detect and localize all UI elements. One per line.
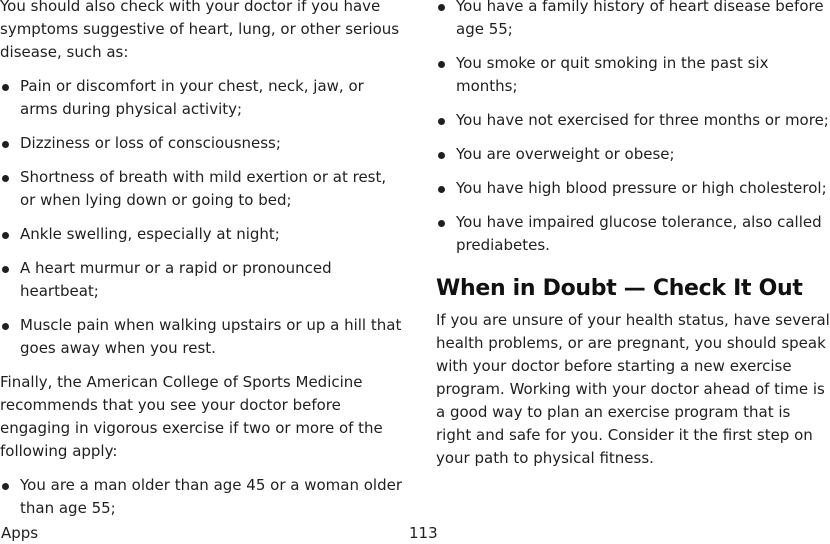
risk-factor-list-continued bbox=[436, 0, 830, 257]
list-item-text: You have high blood pressure or high cholesterol; bbox=[456, 179, 827, 197]
bullet-icon bbox=[438, 61, 445, 68]
list-item bbox=[0, 132, 402, 155]
list-item-text: Pain or discomfort in your chest, neck, jaw, or arms during physical activity; bbox=[20, 77, 364, 118]
intro-paragraph: You should also check with your doctor if you have symptoms suggestive of heart, lung, or other serious disease, such as: bbox=[0, 0, 400, 61]
bullet-icon bbox=[2, 175, 9, 182]
list-item-text: You are a man older than age 45 or a woman older than age 55; bbox=[20, 476, 402, 517]
list-item bbox=[436, 211, 830, 257]
list-item bbox=[436, 177, 830, 200]
acsm-paragraph: Finally, the American College of Sports Medicine recommends that you see your doctor before engaging in vigorous exercise if two or more of the following apply: bbox=[0, 373, 383, 460]
list-item bbox=[436, 52, 830, 98]
bullet-icon bbox=[2, 323, 9, 330]
list-item-text: Ankle swelling, especially at night; bbox=[20, 225, 280, 243]
list-item-text: You have a family history of heart disease before age 55; bbox=[456, 0, 824, 38]
doubt-paragraph: If you are unsure of your health status, have several health problems, or are pregnant, you should speak with your doctor before starting a new exercise program. Working with your doctor ahead of time is a good way to plan an exercise program that is right and safe for you. Consider it the first step on your path to physical fitness. bbox=[436, 311, 830, 467]
list-item-text: Muscle pain when walking upstairs or up a hill that goes away when you rest. bbox=[20, 316, 402, 357]
bullet-icon bbox=[2, 483, 9, 490]
bullet-icon bbox=[2, 84, 9, 91]
list-item bbox=[436, 109, 830, 132]
list-item bbox=[436, 143, 830, 166]
risk-factor-list bbox=[0, 474, 402, 520]
list-item bbox=[436, 0, 830, 41]
footer-section-label: Apps bbox=[1, 524, 39, 542]
bullet-icon bbox=[2, 232, 9, 239]
symptom-list bbox=[0, 75, 402, 360]
list-item bbox=[0, 223, 402, 246]
list-item-text: You are overweight or obese; bbox=[456, 145, 675, 163]
bullet-icon bbox=[438, 186, 445, 193]
bullet-icon bbox=[438, 152, 445, 159]
left-column bbox=[0, 0, 402, 531]
list-item bbox=[0, 314, 402, 360]
list-item-text: You smoke or quit smoking in the past six months; bbox=[456, 54, 769, 95]
bullet-icon bbox=[438, 4, 445, 11]
page-number: 113 bbox=[409, 524, 438, 542]
bullet-icon bbox=[2, 141, 9, 148]
right-column bbox=[436, 0, 830, 481]
list-item-text: You have not exercised for three months or more; bbox=[456, 111, 829, 129]
list-item-text: You have impaired glucose tolerance, also called prediabetes. bbox=[456, 213, 822, 254]
bullet-icon bbox=[438, 118, 445, 125]
bullet-icon bbox=[438, 220, 445, 227]
list-item bbox=[0, 166, 402, 212]
bullet-icon bbox=[2, 266, 9, 273]
list-item-text: Shortness of breath with mild exertion or at rest, or when lying down or going to bed; bbox=[20, 168, 387, 209]
list-item bbox=[0, 474, 402, 520]
list-item bbox=[0, 75, 402, 121]
list-item-text: Dizziness or loss of consciousness; bbox=[20, 134, 281, 152]
page-footer bbox=[0, 522, 830, 544]
list-item bbox=[0, 257, 402, 303]
section-heading: When in Doubt — Check It Out bbox=[436, 276, 803, 301]
list-item-text: A heart murmur or a rapid or pronounced heartbeat; bbox=[20, 259, 332, 300]
